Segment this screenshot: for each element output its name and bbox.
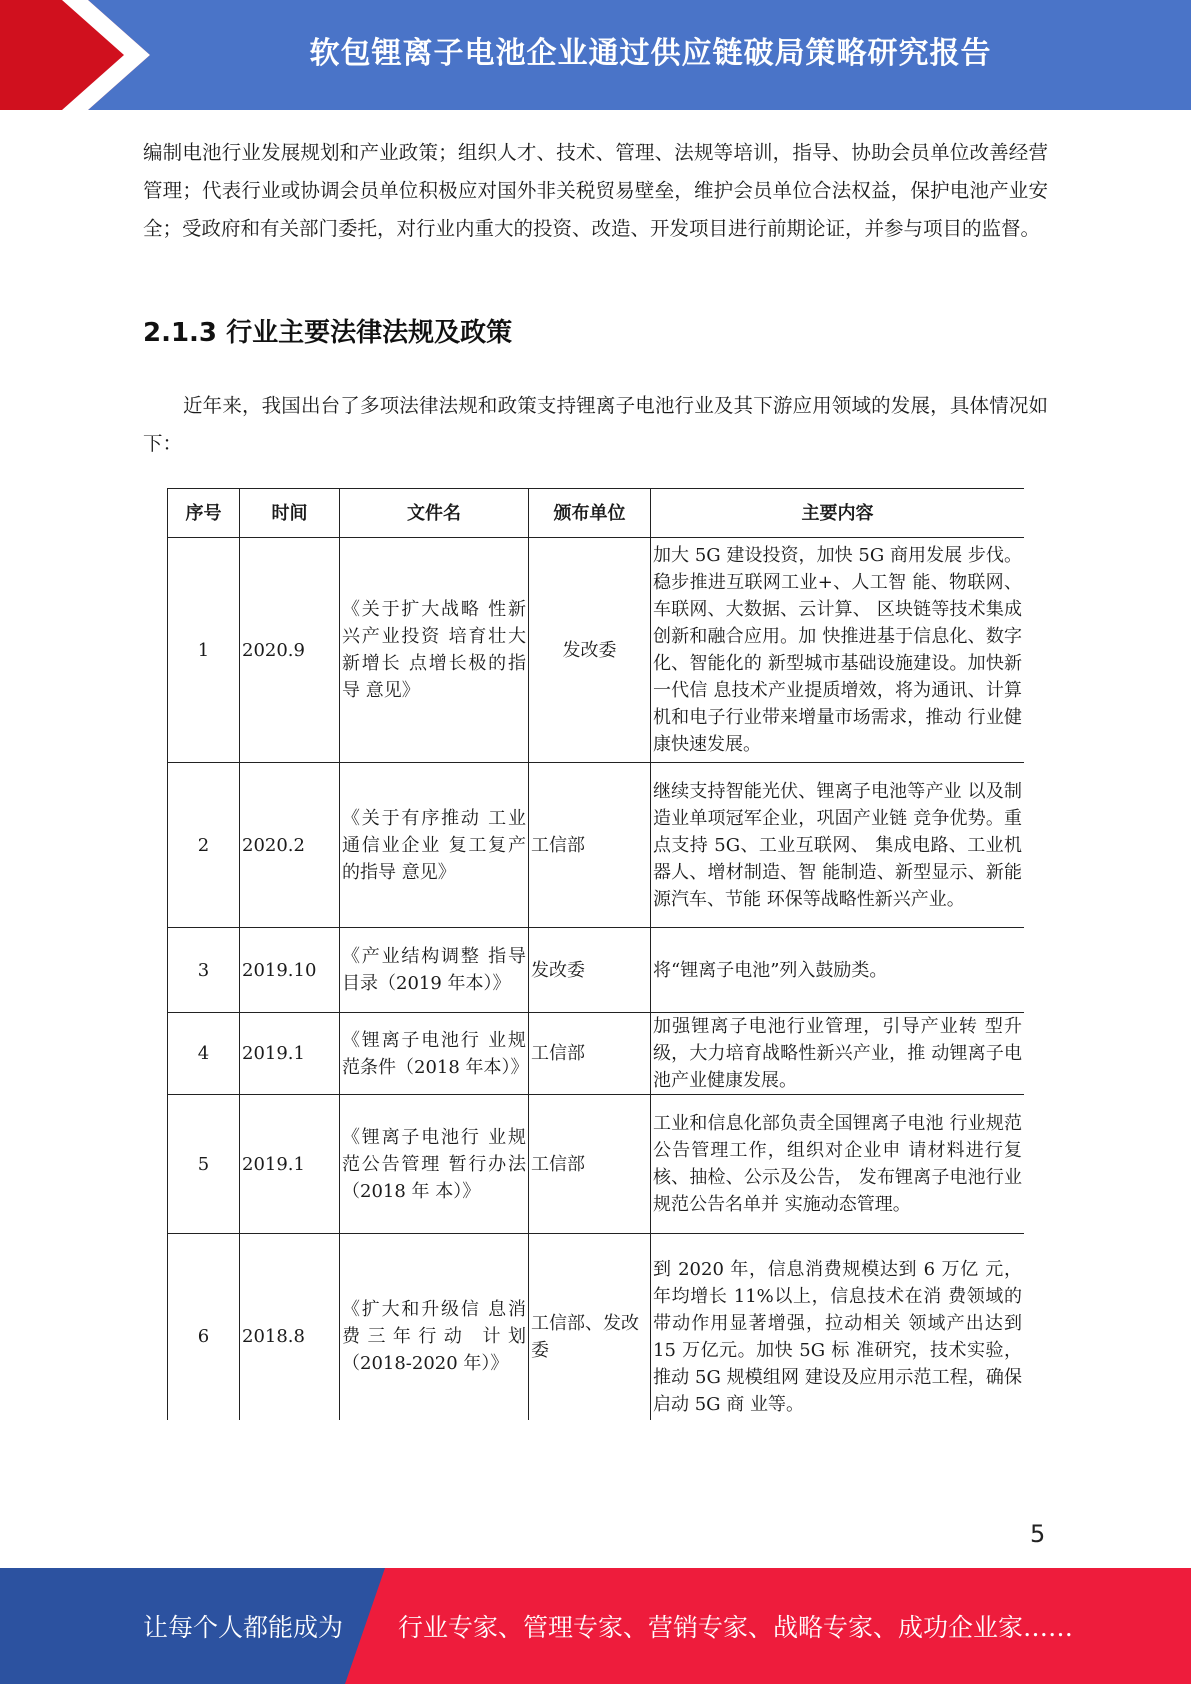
cell-doc: 《扩大和升级信 息消费三年行动 计划（2018-2020 年）》 xyxy=(340,1234,529,1421)
cell-doc: 《关于扩大战略 性新兴产业投资 培育壮大新增长 点增长极的指导 意见》 xyxy=(340,538,529,763)
cell-org: 工信部 xyxy=(529,763,651,928)
cell-content: 到 2020 年，信息消费规模达到 6 万亿 元，年均增长 11%以上，信息技术在消 费领域的带动作用显著增强，拉动相关 领域产出达到 15 万亿元。加快 5G 标 准研究，技术实验，推动 5G 规模组网 建设及应用示范工程，确保启动 5G 商 业等。 xyxy=(651,1234,1025,1421)
cell-org: 工信部 xyxy=(529,1013,651,1095)
footer-slogan-left: 让每个人都能成为 xyxy=(143,1613,344,1642)
cell-date: 2019.1 xyxy=(240,1095,340,1234)
cell-doc: 《锂离子电池行 业规范条件（2018 年本）》 xyxy=(340,1013,529,1095)
cell-content: 加大 5G 建设投资，加快 5G 商用发展 步伐。稳步推进互联网工业+、人工智 能、物联网、车联网、大数据、云计算、 区块链等技术集成创新和融合应用。加 快推进基于信息化、数字化、智能化的 新型城市基础设施建设。加快新一代信 息技术产业提质增效，将为通讯、计算机和电子行业带来增量市场需求，推动 行业健康快速发展。 xyxy=(651,538,1025,763)
cell-no: 2 xyxy=(168,763,240,928)
cell-no: 4 xyxy=(168,1013,240,1095)
cell-date: 2019.10 xyxy=(240,928,340,1013)
header-date: 时间 xyxy=(240,489,340,538)
cell-date: 2018.8 xyxy=(240,1234,340,1421)
cell-doc: 《锂离子电池行 业规范公告管理 暂行办法（2018 年 本）》 xyxy=(340,1095,529,1234)
cell-content: 工业和信息化部负责全国锂离子电池 行业规范公告管理工作，组织对企业申 请材料进行复核、抽检、公示及公告， 发布锂离子电池行业规范公告名单并 实施动态管理。 xyxy=(651,1095,1025,1234)
table-row xyxy=(168,763,1025,928)
cell-org: 发改委 xyxy=(529,538,651,763)
cell-doc: 《产业结构调整 指导目录（2019 年本）》 xyxy=(340,928,529,1013)
header-no: 序号 xyxy=(168,489,240,538)
cell-no: 3 xyxy=(168,928,240,1013)
header-arrow-decoration xyxy=(0,0,150,110)
header-org: 颁布单位 xyxy=(529,489,651,538)
cell-org: 工信部、发改委 xyxy=(529,1234,651,1421)
cell-no: 6 xyxy=(168,1234,240,1421)
cell-no: 1 xyxy=(168,538,240,763)
cell-date: 2020.2 xyxy=(240,763,340,928)
policy-table xyxy=(167,488,1024,1420)
section-heading: 2.1.3 行业主要法律法规及政策 xyxy=(143,318,513,348)
cell-content: 将“锂离子电池”列入鼓励类。 xyxy=(651,928,1025,1013)
table-row xyxy=(168,1013,1025,1095)
page-number: 5 xyxy=(1030,1520,1046,1548)
table-row xyxy=(168,1234,1025,1421)
policy-table-container xyxy=(167,488,1024,1420)
report-title: 软包锂离子电池企业通过供应链破局策略研究报告 xyxy=(309,36,992,71)
header-content: 主要内容 xyxy=(651,489,1025,538)
footer-banner xyxy=(0,1568,1191,1684)
cell-doc: 《关于有序推动 工业通信业企业 复工复产的指导 意见》 xyxy=(340,763,529,928)
table-header-row xyxy=(168,489,1025,538)
cell-org: 发改委 xyxy=(529,928,651,1013)
cell-date: 2019.1 xyxy=(240,1013,340,1095)
header-doc: 文件名 xyxy=(340,489,529,538)
table-row xyxy=(168,928,1025,1013)
intro-paragraph: 编制电池行业发展规划和产业政策；组织人才、技术、管理、法规等培训，指导、协助会员单位改善经营管理；代表行业或协调会员单位积极应对国外非关税贸易壁垒，维护会员单位合法权益，保护电池产业安全；受政府和有关部门委托，对行业内重大的投资、改造、开发项目进行前期论证，并参与项目的监督。 xyxy=(143,141,1048,240)
cell-content: 继续支持智能光伏、锂离子电池等产业 以及制造业单项冠军企业，巩固产业链 竞争优势。重点支持 5G、工业互联网、 集成电路、工业机器人、增材制造、智 能制造、新型显示、新能源汽车、节能 环保等战略性新兴产业。 xyxy=(651,763,1025,928)
footer-slogan-right: 行业专家、管理专家、营销专家、战略专家、成功企业家…… xyxy=(398,1613,1074,1642)
cell-no: 5 xyxy=(168,1095,240,1234)
header-banner xyxy=(0,0,1191,110)
table-row xyxy=(168,538,1025,763)
cell-date: 2020.9 xyxy=(240,538,340,763)
table-row xyxy=(168,1095,1025,1234)
cell-org: 工信部 xyxy=(529,1095,651,1234)
cell-content: 加强锂离子电池行业管理，引导产业转 型升级，大力培育战略性新兴产业，推 动锂离子电池产业健康发展。 xyxy=(651,1013,1025,1095)
policy-intro-paragraph: 近年来，我国出台了多项法律法规和政策支持锂离子电池行业及其下游应用领域的发展，具体情况如下： xyxy=(143,394,1048,455)
